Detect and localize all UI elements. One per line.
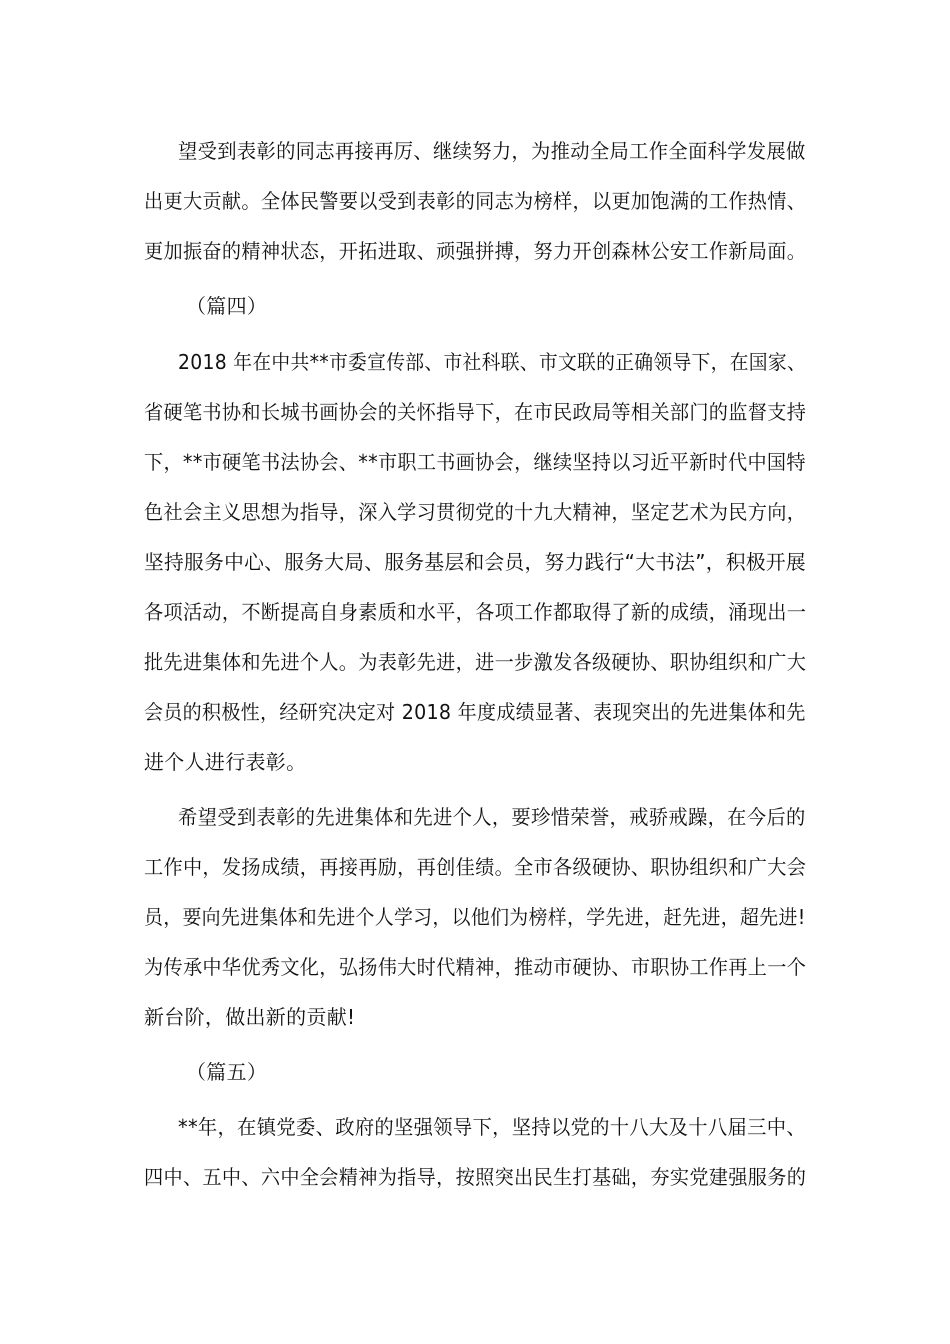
paragraph-line: 批先进集体和先进个人。为表彰先进，进一步激发各级硬协、职协组织和广大 [144,650,807,674]
paragraph-line: 四中、五中、六中全会精神为指导，按照突出民生打基础，夯实党建强服务的 [144,1165,807,1189]
paragraph-line: 希望受到表彰的先进集体和先进个人，要珍惜荣誉，戒骄戒躁，在今后的 [178,805,806,829]
paragraph-line: 出更大贡献。全体民警要以受到表彰的同志为榜样，以更加饱满的工作热情、 [144,189,807,213]
paragraph-line: **年，在镇党委、政府的坚强领导下，坚持以党的十八大及十八届三中、 [178,1115,806,1139]
paragraph-line: 省硬笔书协和长城书画协会的关怀指导下，在市民政局等相关部门的监督支持 [144,400,807,424]
paragraph-line: 2018 年在中共**市委宣传部、市社科联、市文联的正确领导下，在国家、 [178,350,807,374]
paragraph-line: 各项活动，不断提高自身素质和水平，各项工作都取得了新的成绩，涌现出一 [144,600,807,624]
paragraph-line: 更加振奋的精神状态，开拓进取、顽强拼搏，努力开创森林公安工作新局面。 [144,239,807,263]
paragraph-line: 进个人进行表彰。 [144,750,307,774]
section-heading: （篇五） [186,1060,268,1084]
paragraph-line: 工作中，发扬成绩，再接再励，再创佳绩。全市各级硬协、职协组织和广大会 [144,855,807,879]
paragraph-line: 色社会主义思想为指导，深入学习贯彻党的十九大精神，坚定艺术为民方向， [144,500,807,524]
paragraph-line: 员，要向先进集体和先进个人学习，以他们为榜样，学先进，赶先进，超先进! [144,905,806,929]
paragraph-line: 会员的积极性，经研究决定对 2018 年度成绩显著、表现突出的先进集体和先 [144,700,806,724]
section-heading: （篇四） [186,294,268,318]
paragraph-line: 望受到表彰的同志再接再厉、继续努力，为推动全局工作全面科学发展做 [178,139,806,163]
paragraph-line: 新台阶，做出新的贡献! [144,1005,356,1029]
paragraph-line: 为传承中华优秀文化，弘扬伟大时代精神，推动市硬协、市职协工作再上一个 [144,955,807,979]
paragraph-line: 坚持服务中心、服务大局、服务基层和会员，努力践行“大书法”，积极开展 [144,550,806,574]
paragraph-line: 下，**市硬笔书法协会、**市职工书画协会，继续坚持以习近平新时代中国特 [144,450,806,474]
